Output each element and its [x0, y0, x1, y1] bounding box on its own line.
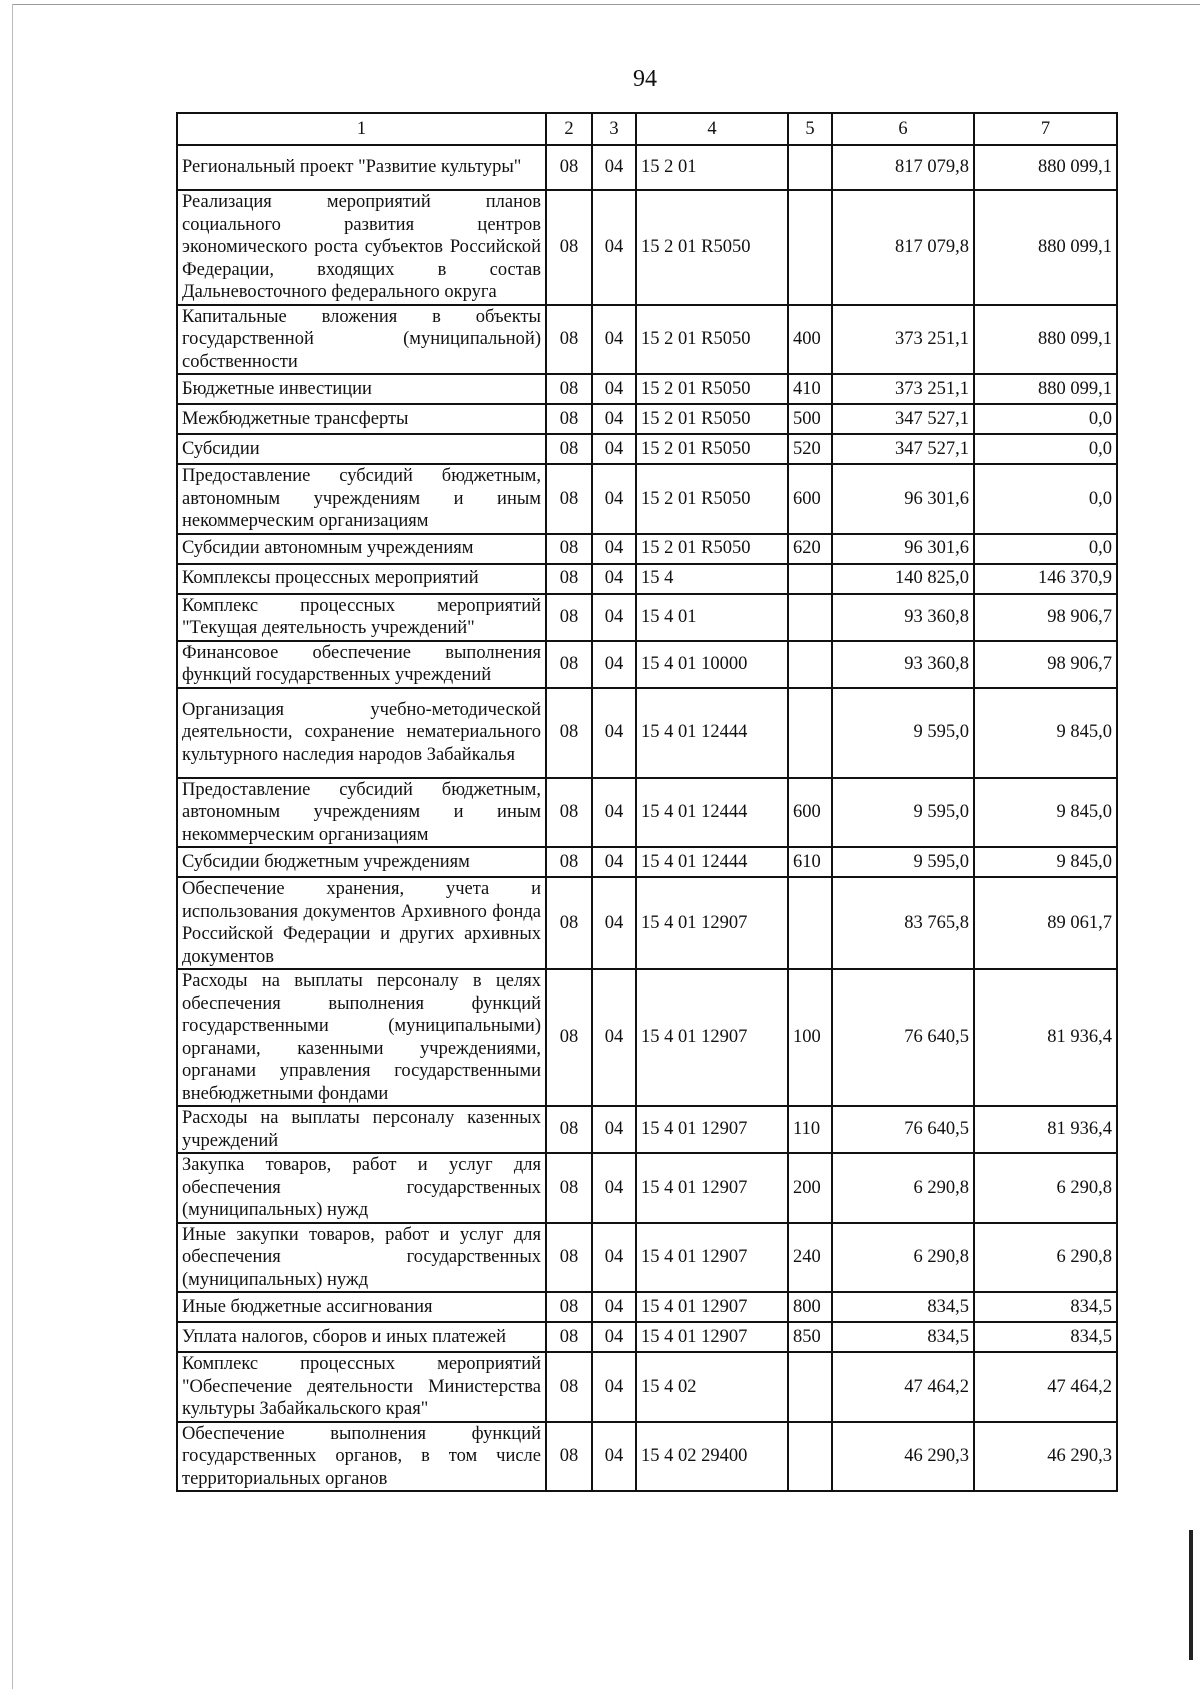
table-cell-col3: 04	[592, 564, 636, 594]
table-cell-col3: 04	[592, 1422, 636, 1492]
table-cell-col1: Расходы на выплаты персоналу казенных учреждений	[177, 1106, 546, 1153]
budget-table	[176, 112, 1118, 1492]
table-cell-col3: 04	[592, 145, 636, 190]
table-cell-col2: 08	[546, 374, 592, 404]
table-cell-col6: 93 360,8	[832, 641, 974, 688]
table-cell-col7: 0,0	[974, 464, 1117, 534]
table-cell-col7: 0,0	[974, 434, 1117, 464]
table-cell-col3: 04	[592, 1322, 636, 1352]
table-cell-col5: 400	[788, 305, 832, 375]
table-cell-col3: 04	[592, 688, 636, 778]
table-row	[177, 1106, 1117, 1153]
table-row	[177, 1223, 1117, 1293]
table-cell-col1: Предоставление субсидий бюджетным, автономным учреждениям и иным некоммерческим организациям	[177, 464, 546, 534]
table-cell-col7: 834,5	[974, 1292, 1117, 1322]
table-cell-col4: 15 4 01 12444	[636, 847, 788, 877]
scan-edge-left	[12, 4, 13, 1689]
table-cell-col7: 89 061,7	[974, 877, 1117, 969]
table-cell-col4: 15 4 01 12907	[636, 1106, 788, 1153]
table-cell-col4: 15 2 01 R5050	[636, 464, 788, 534]
table-cell-col3: 04	[592, 847, 636, 877]
table-cell-col1: Капитальные вложения в объекты государственной (муниципальной) собственности	[177, 305, 546, 375]
table-cell-col4: 15 4 01 12907	[636, 1223, 788, 1293]
table-row	[177, 564, 1117, 594]
table-cell-col6: 76 640,5	[832, 1106, 974, 1153]
table-cell-col6: 9 595,0	[832, 778, 974, 848]
table-cell-col6: 834,5	[832, 1292, 974, 1322]
table-cell-col2: 08	[546, 641, 592, 688]
table-cell-col2: 08	[546, 564, 592, 594]
table-cell-col7: 6 290,8	[974, 1153, 1117, 1223]
table-cell-col4: 15 2 01 R5050	[636, 374, 788, 404]
column-header: 5	[788, 113, 832, 145]
table-cell-col6: 140 825,0	[832, 564, 974, 594]
table-cell-col2: 08	[546, 145, 592, 190]
table-cell-col7: 0,0	[974, 534, 1117, 564]
table-cell-col4: 15 4 01 12907	[636, 1153, 788, 1223]
table-cell-col4: 15 4 01 12444	[636, 778, 788, 848]
table-cell-col5: 100	[788, 969, 832, 1106]
table-cell-col3: 04	[592, 305, 636, 375]
table-cell-col3: 04	[592, 464, 636, 534]
table-cell-col2: 08	[546, 594, 592, 641]
table-cell-col7: 81 936,4	[974, 969, 1117, 1106]
table-cell-col5: 850	[788, 1322, 832, 1352]
table-cell-col1: Финансовое обеспечение выполнения функций государственных учреждений	[177, 641, 546, 688]
table-cell-col2: 08	[546, 1322, 592, 1352]
table-cell-col5	[788, 145, 832, 190]
table-cell-col7: 81 936,4	[974, 1106, 1117, 1153]
table-cell-col1: Иные бюджетные ассигнования	[177, 1292, 546, 1322]
table-cell-col3: 04	[592, 594, 636, 641]
table-cell-col3: 04	[592, 1153, 636, 1223]
table-cell-col1: Бюджетные инвестиции	[177, 374, 546, 404]
table-cell-col5	[788, 564, 832, 594]
table-cell-col2: 08	[546, 969, 592, 1106]
table-cell-col4: 15 4 01 12907	[636, 877, 788, 969]
table-cell-col4: 15 4 01	[636, 594, 788, 641]
page-number: 94	[633, 66, 657, 92]
table-cell-col4: 15 4 01 10000	[636, 641, 788, 688]
table-cell-col6: 96 301,6	[832, 464, 974, 534]
column-header: 2	[546, 113, 592, 145]
table-cell-col7: 880 099,1	[974, 374, 1117, 404]
table-cell-col6: 817 079,8	[832, 145, 974, 190]
table-cell-col1: Реализация мероприятий планов социального развития центров экономического роста субъектов Российской Федерации, входящих в состав Дальневосточного федерального округа	[177, 190, 546, 305]
table-cell-col3: 04	[592, 641, 636, 688]
table-cell-col6: 96 301,6	[832, 534, 974, 564]
table-row	[177, 434, 1117, 464]
table-header-row	[177, 113, 1117, 145]
table-cell-col3: 04	[592, 969, 636, 1106]
table-cell-col3: 04	[592, 534, 636, 564]
table-cell-col3: 04	[592, 1292, 636, 1322]
table-cell-col7: 9 845,0	[974, 847, 1117, 877]
table-row	[177, 305, 1117, 375]
table-row	[177, 1422, 1117, 1492]
table-cell-col6: 83 765,8	[832, 877, 974, 969]
table-cell-col7: 46 290,3	[974, 1422, 1117, 1492]
table-cell-col1: Комплекс процессных мероприятий "Текущая деятельность учреждений"	[177, 594, 546, 641]
table-cell-col1: Региональный проект "Развитие культуры"	[177, 145, 546, 190]
column-header: 3	[592, 113, 636, 145]
table-cell-col6: 817 079,8	[832, 190, 974, 305]
table-cell-col2: 08	[546, 1106, 592, 1153]
table-cell-col6: 6 290,8	[832, 1153, 974, 1223]
table-cell-col2: 08	[546, 190, 592, 305]
table-cell-col4: 15 2 01 R5050	[636, 190, 788, 305]
table-cell-col7: 880 099,1	[974, 190, 1117, 305]
table-cell-col3: 04	[592, 778, 636, 848]
table-cell-col6: 347 527,1	[832, 434, 974, 464]
table-cell-col2: 08	[546, 1223, 592, 1293]
table-row	[177, 534, 1117, 564]
table-cell-col2: 08	[546, 534, 592, 564]
table-cell-col5: 800	[788, 1292, 832, 1322]
table-cell-col2: 08	[546, 1153, 592, 1223]
table-cell-col5: 110	[788, 1106, 832, 1153]
table-cell-col5	[788, 1352, 832, 1422]
table-cell-col2: 08	[546, 1352, 592, 1422]
table-cell-col3: 04	[592, 434, 636, 464]
table-cell-col5: 240	[788, 1223, 832, 1293]
table-cell-col4: 15 4 02 29400	[636, 1422, 788, 1492]
table-cell-col3: 04	[592, 404, 636, 434]
table-cell-col5: 500	[788, 404, 832, 434]
table-cell-col4: 15 4 01 12907	[636, 1322, 788, 1352]
table-row	[177, 1322, 1117, 1352]
table-cell-col2: 08	[546, 305, 592, 375]
table-cell-col5: 520	[788, 434, 832, 464]
table-cell-col4: 15 4 02	[636, 1352, 788, 1422]
table-cell-col7: 0,0	[974, 404, 1117, 434]
table-cell-col3: 04	[592, 1106, 636, 1153]
table-cell-col5	[788, 877, 832, 969]
table-row	[177, 1292, 1117, 1322]
table-cell-col3: 04	[592, 1352, 636, 1422]
table-cell-col7: 834,5	[974, 1322, 1117, 1352]
table-cell-col5: 200	[788, 1153, 832, 1223]
table-cell-col5: 600	[788, 464, 832, 534]
table-cell-col6: 347 527,1	[832, 404, 974, 434]
table-cell-col3: 04	[592, 877, 636, 969]
table-cell-col2: 08	[546, 877, 592, 969]
table-cell-col6: 373 251,1	[832, 374, 974, 404]
column-header: 1	[177, 113, 546, 145]
table-cell-col6: 834,5	[832, 1322, 974, 1352]
table-cell-col6: 46 290,3	[832, 1422, 974, 1492]
table-cell-col7: 146 370,9	[974, 564, 1117, 594]
table-cell-col2: 08	[546, 688, 592, 778]
table-cell-col7: 47 464,2	[974, 1352, 1117, 1422]
table-cell-col1: Субсидии автономным учреждениям	[177, 534, 546, 564]
table-row	[177, 688, 1117, 778]
table-cell-col3: 04	[592, 374, 636, 404]
table-cell-col5: 610	[788, 847, 832, 877]
table-cell-col7: 880 099,1	[974, 305, 1117, 375]
table-cell-col5	[788, 190, 832, 305]
table-cell-col7: 9 845,0	[974, 778, 1117, 848]
table-cell-col6: 9 595,0	[832, 847, 974, 877]
table-cell-col7: 98 906,7	[974, 594, 1117, 641]
table-cell-col5	[788, 641, 832, 688]
table-cell-col6: 373 251,1	[832, 305, 974, 375]
table-cell-col1: Комплекс процессных мероприятий "Обеспечение деятельности Министерства культуры Забайкальского края"	[177, 1352, 546, 1422]
table-cell-col5	[788, 688, 832, 778]
table-cell-col2: 08	[546, 1292, 592, 1322]
table-cell-col6: 93 360,8	[832, 594, 974, 641]
column-header: 6	[832, 113, 974, 145]
table-row	[177, 374, 1117, 404]
table-cell-col6: 47 464,2	[832, 1352, 974, 1422]
table-row	[177, 847, 1117, 877]
table-row	[177, 877, 1117, 969]
table-cell-col6: 9 595,0	[832, 688, 974, 778]
table-cell-col7: 98 906,7	[974, 641, 1117, 688]
table-cell-col4: 15 4	[636, 564, 788, 594]
table-cell-col4: 15 2 01 R5050	[636, 434, 788, 464]
table-cell-col1: Межбюджетные трансферты	[177, 404, 546, 434]
table-cell-col1: Предоставление субсидий бюджетным, автономным учреждениям и иным некоммерческим организациям	[177, 778, 546, 848]
table-cell-col4: 15 2 01	[636, 145, 788, 190]
table-cell-col3: 04	[592, 190, 636, 305]
table-row	[177, 145, 1117, 190]
table-cell-col4: 15 4 01 12907	[636, 969, 788, 1106]
table-cell-col1: Расходы на выплаты персоналу в целях обеспечения выполнения функций государственными (муниципальными) органами, казенными учреждениями, органами управления государственными внебюджетными фондами	[177, 969, 546, 1106]
table-cell-col5	[788, 594, 832, 641]
table-cell-col6: 76 640,5	[832, 969, 974, 1106]
table-cell-col7: 880 099,1	[974, 145, 1117, 190]
table-cell-col2: 08	[546, 778, 592, 848]
table-row	[177, 1352, 1117, 1422]
table-cell-col3: 04	[592, 1223, 636, 1293]
column-header: 7	[974, 113, 1117, 145]
table-cell-col1: Обеспечение хранения, учета и использования документов Архивного фонда Российской Федерации и других архивных документов	[177, 877, 546, 969]
table-cell-col2: 08	[546, 434, 592, 464]
table-cell-col4: 15 4 01 12444	[636, 688, 788, 778]
table-cell-col1: Субсидии бюджетным учреждениям	[177, 847, 546, 877]
table-cell-col2: 08	[546, 464, 592, 534]
table-cell-col1: Комплексы процессных мероприятий	[177, 564, 546, 594]
column-header: 4	[636, 113, 788, 145]
table-row	[177, 594, 1117, 641]
table-cell-col1: Субсидии	[177, 434, 546, 464]
table-cell-col4: 15 2 01 R5050	[636, 534, 788, 564]
table-cell-col2: 08	[546, 404, 592, 434]
table-cell-col1: Обеспечение выполнения функций государственных органов, в том числе территориальных органов	[177, 1422, 546, 1492]
table-row	[177, 778, 1117, 848]
table-row	[177, 1153, 1117, 1223]
table-row	[177, 190, 1117, 305]
table-cell-col4: 15 4 01 12907	[636, 1292, 788, 1322]
table-cell-col4: 15 2 01 R5050	[636, 305, 788, 375]
scan-edge-mark	[1189, 1530, 1193, 1660]
table-cell-col1: Закупка товаров, работ и услуг для обеспечения государственных (муниципальных) нужд	[177, 1153, 546, 1223]
table-cell-col5: 410	[788, 374, 832, 404]
table-cell-col5: 600	[788, 778, 832, 848]
table-cell-col2: 08	[546, 847, 592, 877]
table-cell-col7: 6 290,8	[974, 1223, 1117, 1293]
table-cell-col6: 6 290,8	[832, 1223, 974, 1293]
table-cell-col1: Иные закупки товаров, работ и услуг для обеспечения государственных (муниципальных) нужд	[177, 1223, 546, 1293]
table-cell-col2: 08	[546, 1422, 592, 1492]
table-row	[177, 969, 1117, 1106]
table-row	[177, 464, 1117, 534]
scan-edge-top	[12, 4, 1200, 5]
table-cell-col4: 15 2 01 R5050	[636, 404, 788, 434]
table-row	[177, 404, 1117, 434]
table-cell-col5: 620	[788, 534, 832, 564]
table-cell-col5	[788, 1422, 832, 1492]
table-cell-col7: 9 845,0	[974, 688, 1117, 778]
table-cell-col1: Организация учебно-методической деятельности, сохранение нематериального культурного наследия народов Забайкалья	[177, 688, 546, 778]
table-row	[177, 641, 1117, 688]
table-cell-col1: Уплата налогов, сборов и иных платежей	[177, 1322, 546, 1352]
